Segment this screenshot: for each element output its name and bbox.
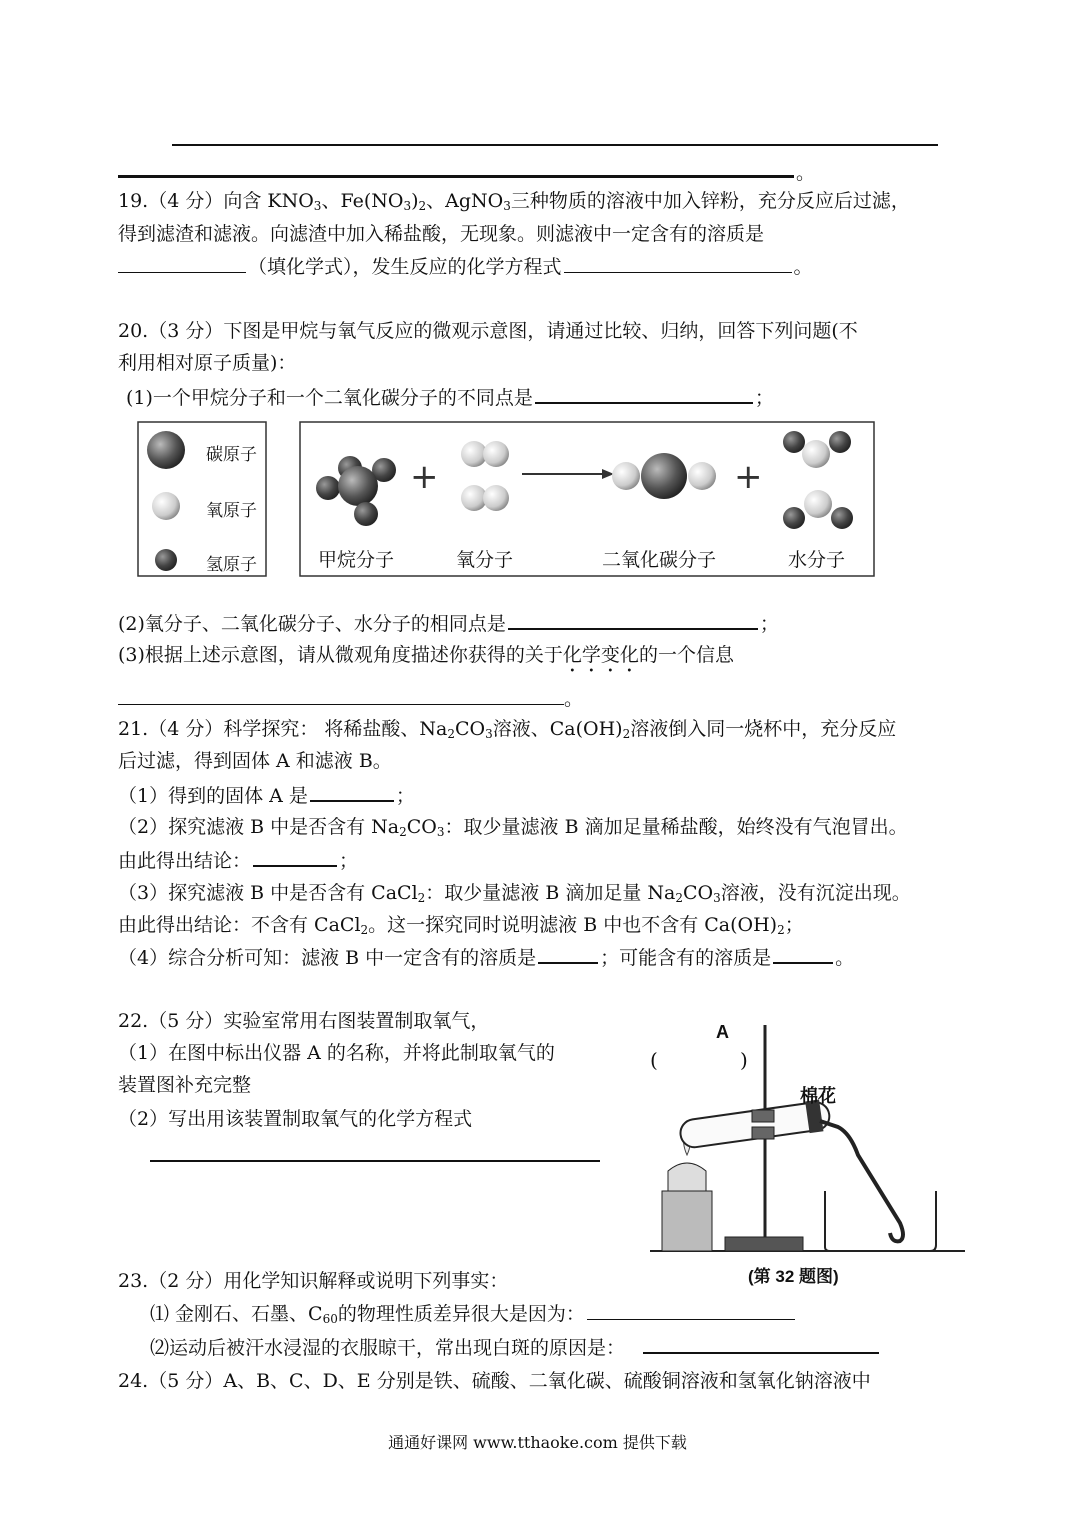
answer-blank[interactable] [118, 682, 564, 705]
q21-s3-conclusion: 由此得出结论：不含有 CaCl$_2$。这一探究同时说明滤液 B 中也不含有 $Ca(OH)_2$； [118, 914, 804, 937]
answer-blank[interactable] [508, 606, 758, 630]
oxygen-apparatus-figure [610, 1015, 970, 1255]
plus-icon: + [410, 457, 439, 497]
q24-head: 24.（5 分）A、B、C、D、E 分别是铁、硫酸、二氧化碳、硫酸铜溶液和氢氧化钠溶液中 [118, 1370, 871, 1392]
paren-right: ) [740, 1048, 748, 1072]
alcohol-lamp-icon [668, 1163, 706, 1191]
label-oxygen-molecule: 氧分子 [456, 549, 514, 571]
q21-s4: （4）综合分析可知：滤液 B 中一定含有的溶质是 ；可能含有的溶质是 。 [118, 940, 963, 975]
stand-base [725, 1237, 803, 1251]
q23-s1: ⑴ 金刚石、石墨、$C_{60}$的物理性质差异很大是因为： [150, 1297, 995, 1336]
q21-s2: （2）探究滤液 B 中是否含有 $Na_2CO_3$：取少量滤液 B 滴加足量稀盐酸，始终没有气泡冒出。 [118, 816, 908, 839]
water-trough-icon [825, 1191, 936, 1251]
oxygen-atom-icon [152, 492, 180, 520]
figure-caption: (第 32 题图) [748, 1267, 839, 1286]
q21-head2: 后过滤，得到固体 A 和滤液 B。 [118, 750, 392, 772]
carbon-atom-icon [147, 431, 185, 469]
label-cotton: 棉花 [800, 1086, 836, 1106]
answer-blank[interactable] [773, 940, 833, 964]
answer-line [118, 175, 794, 178]
answer-blank[interactable] [310, 778, 394, 802]
answer-blank[interactable] [118, 250, 246, 273]
q20-head: 20.（3 分）下图是甲烷与氧气反应的微观示意图，请通过比较、归纳，回答下列问题(不 [118, 320, 858, 342]
answer-line[interactable] [150, 1160, 600, 1162]
q22-s2: （2）写出用该装置制取氧气的化学方程式 [118, 1108, 473, 1130]
q19-line1: 19.（4 分）向含 $KNO_3$、$Fe(NO_3)_2$、AgNO$_3$三种物质的溶液中加入锌粉，充分反应后过滤， [118, 190, 910, 213]
label-methane: 甲烷分子 [318, 549, 395, 571]
period: 。 [796, 162, 816, 184]
plus-icon: + [734, 457, 763, 497]
q22-s1b: 装置图补充完整 [118, 1074, 252, 1096]
answer-blank[interactable] [587, 1297, 795, 1320]
q21-s1: （1）得到的固体 A 是 ； [118, 778, 963, 813]
oxygen-molecule-icon [461, 441, 509, 511]
q20-s1: (1)一个甲烷分子和一个二氧化碳分子的不同点是 ； [126, 380, 971, 415]
q23-s2: ⑵运动后被汗水浸湿的衣服晾干，常出现白斑的原因是： [150, 1330, 995, 1365]
lamp-stand [662, 1191, 712, 1251]
q20-head2: 利用相对原子质量)： [118, 352, 297, 374]
answer-blank[interactable] [564, 250, 792, 273]
answer-blank[interactable] [253, 843, 337, 867]
footer: 通通好课网 www.tthaoke.com 提供下载 [388, 1433, 687, 1452]
q23-head: 23.（2 分）用化学知识解释或说明下列事实： [118, 1270, 509, 1292]
q20-s3: (3)根据上述示意图，请从微观角度描述你获得的关于化学变化的一个信息 [118, 644, 734, 666]
legend-hydrogen: 氢原子 [206, 555, 257, 575]
water-molecule-icon [783, 431, 853, 529]
hydrogen-atom-icon [155, 549, 177, 571]
q22-s1: （1）在图中标出仪器 A 的名称，并将此制取氧气的 [118, 1042, 555, 1064]
q20-s3-answer: 。 [118, 682, 963, 716]
label-water: 水分子 [788, 549, 846, 571]
answer-line [172, 144, 938, 146]
answer-blank[interactable] [643, 1330, 879, 1354]
q22-head: 22.（5 分）实验室常用右图装置制取氧气， [118, 1010, 490, 1032]
answer-blank[interactable] [538, 940, 598, 964]
q19-line2: 得到滤渣和滤液。向滤渣中加入稀盐酸，无现象。则滤液中一定含有的溶质是 [118, 223, 765, 245]
q21-s3: （3）探究滤液 B 中是否含有 CaCl$_2$：取少量滤液 B 滴加足量 $Na_2CO_3$溶液，没有沉淀出现。 [118, 882, 911, 905]
label-co2: 二氧化碳分子 [602, 549, 717, 571]
answer-blank[interactable] [535, 380, 753, 404]
label-A: A [716, 1022, 729, 1042]
q21-s2-conclusion: 由此得出结论： ； [118, 843, 963, 878]
legend-oxygen: 氧原子 [206, 501, 257, 521]
paren-left[interactable]: ( [650, 1048, 658, 1072]
q19-line3: （填化学式），发生反应的化学方程式 。 [118, 250, 963, 284]
q20-s2: (2)氧分子、二氧化碳分子、水分子的相同点是 ； [118, 606, 963, 641]
carbon-dioxide-molecule-icon [612, 453, 716, 499]
legend-carbon: 碳原子 [206, 445, 257, 465]
methane-molecule-icon [316, 456, 396, 526]
q21-head: 21.（4 分）科学探究： 将稀盐酸、$Na_2CO_3$溶液、$Ca(OH)_2$溶液倒入同一烧杯中，充分反应 [118, 718, 897, 741]
